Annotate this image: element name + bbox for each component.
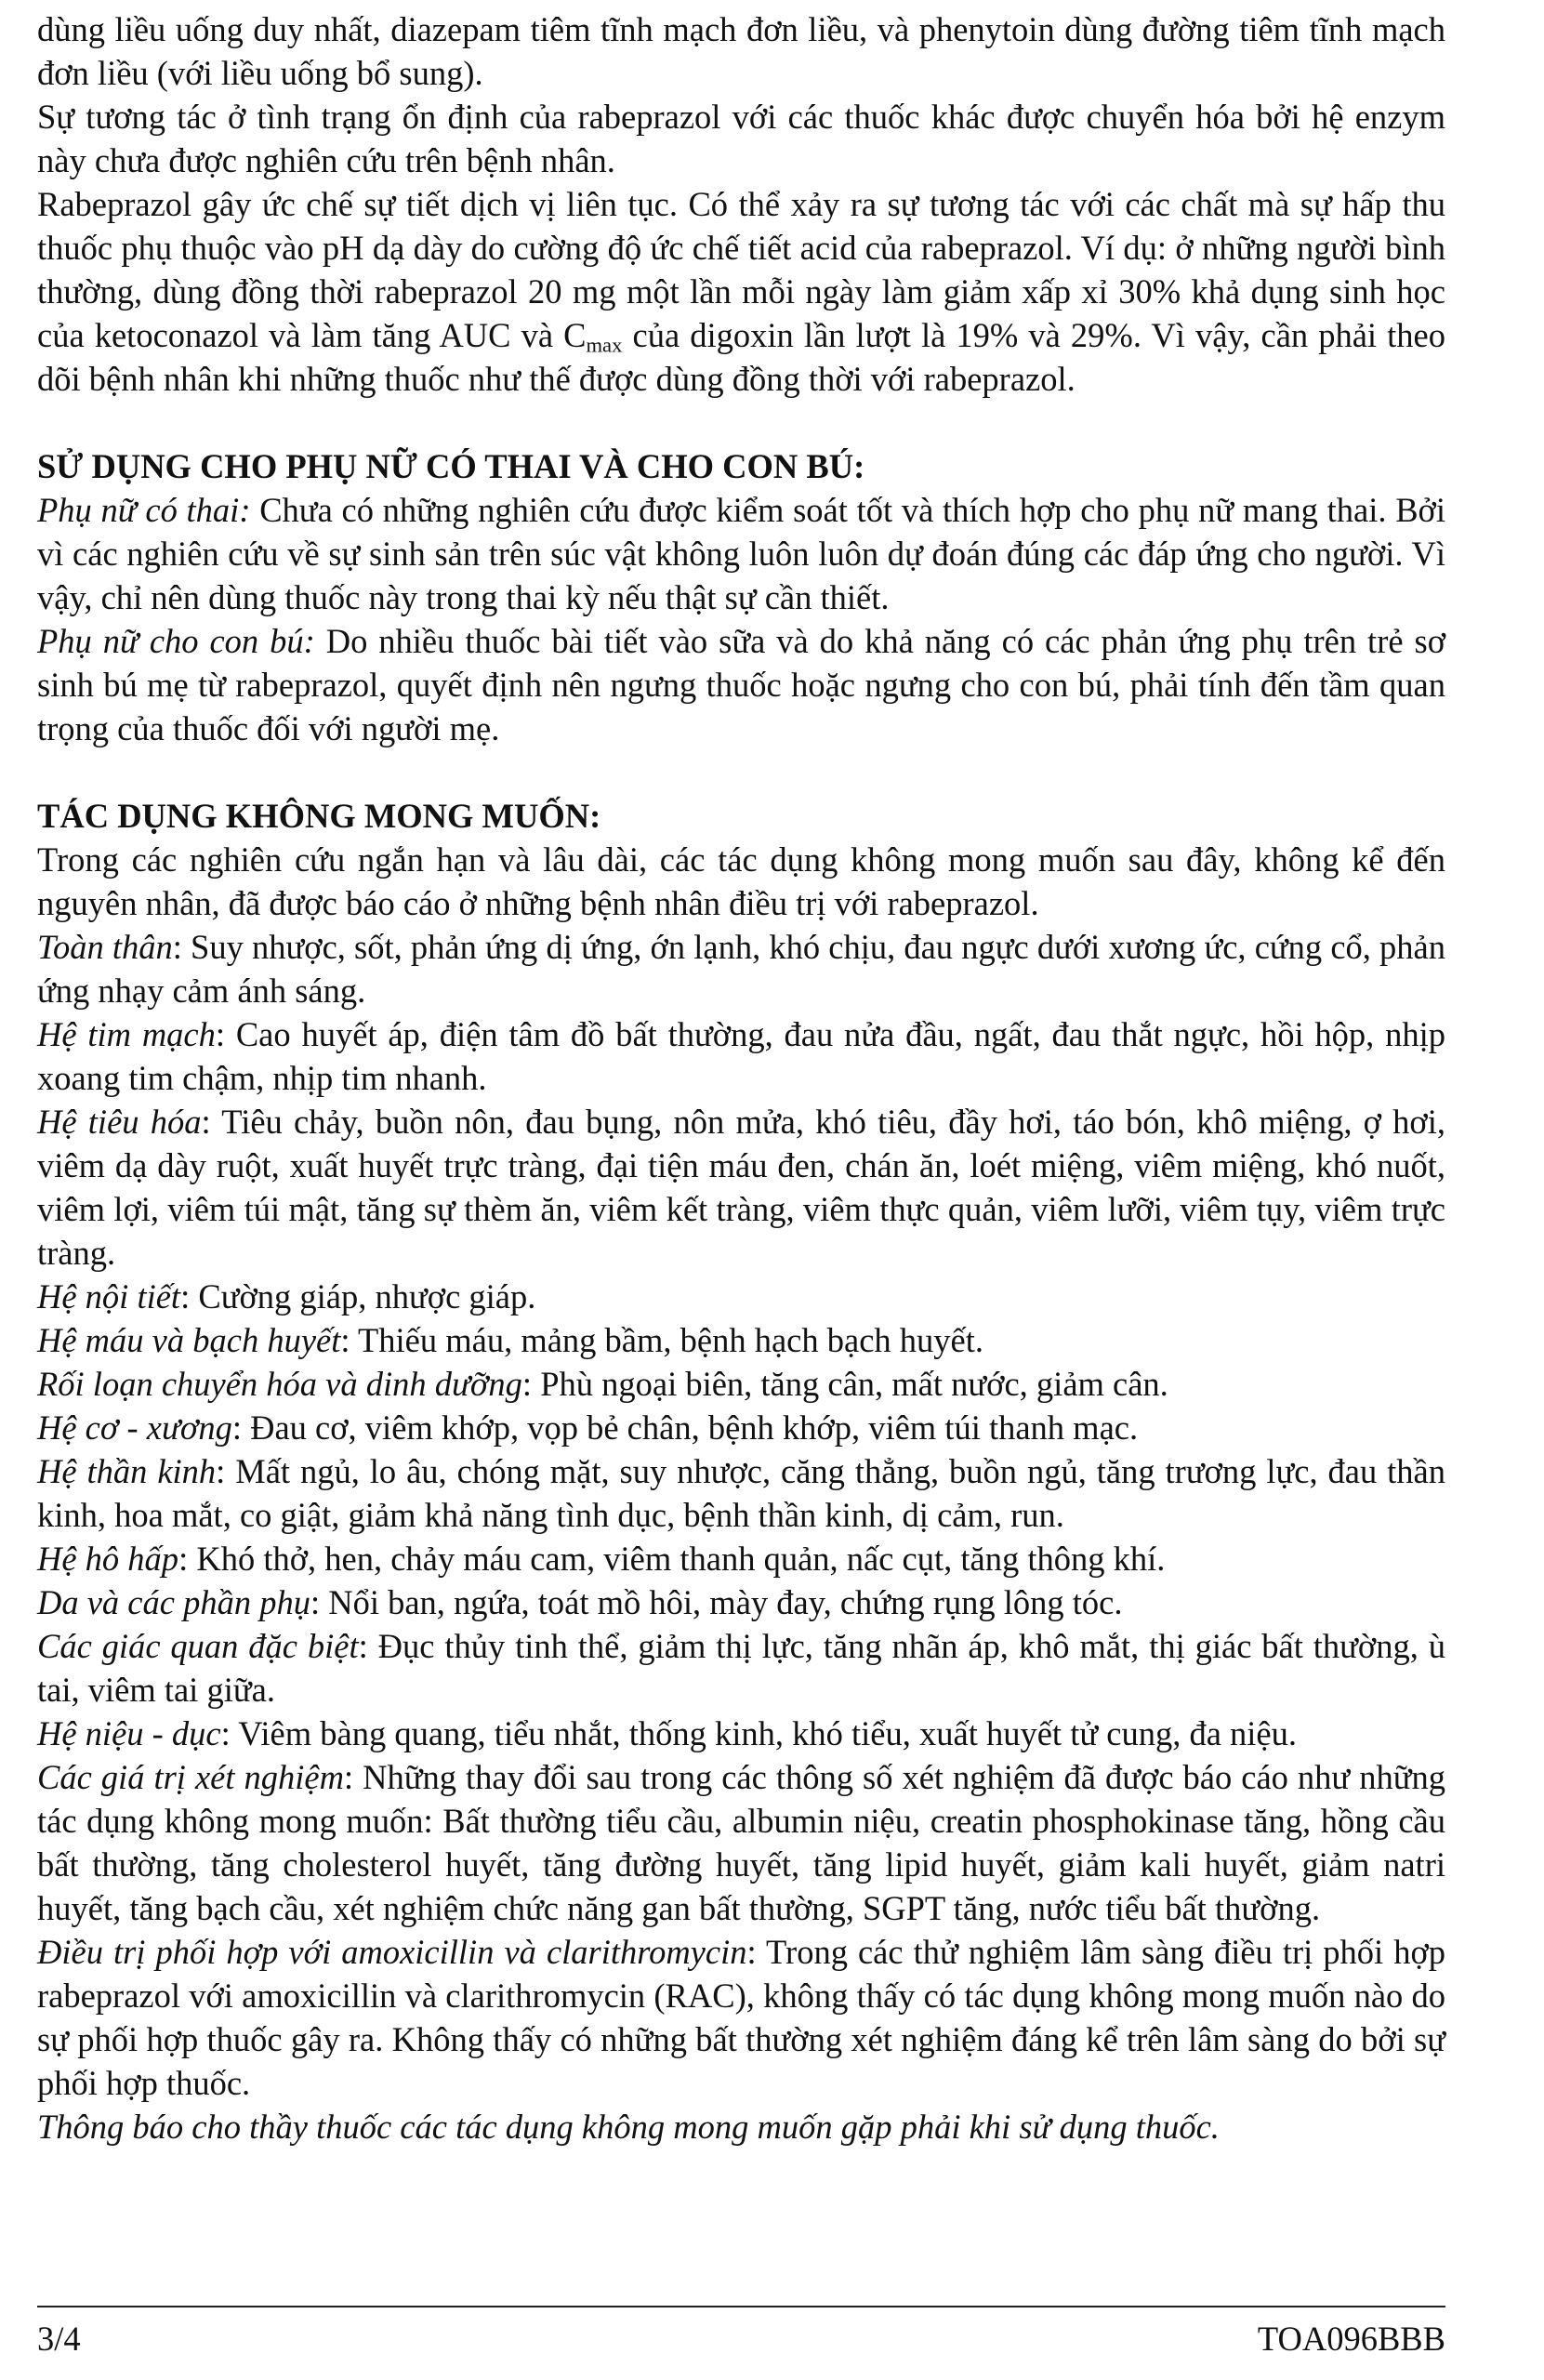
cmax-subscript: max [586,333,623,357]
pregnant-label: Phụ nữ có thai: [37,491,251,529]
footer-divider [37,2306,1445,2307]
adverse-effect-item [37,1712,1445,1755]
adverse-effect-text: : Trong các thử nghiệm lâm sàng điều trị phối hợp rabeprazol với amoxicillin và clarithromycin (RAC), không thấy có tác dụng không mong muốn nào do sự phối hợp thuốc gây ra. Không thấy có những bất thường xét nghiệm đáng kể trên lâm sàng do bởi sự phối hợp thuốc. [37,1933,1446,2102]
adverse-effect-label: Toàn thân [37,928,173,966]
document-code: TOA096BBB [1257,2320,1445,2358]
adverse-effect-text: : Thiếu máu, mảng bầm, bệnh hạch bạch huyết. [340,1321,983,1359]
adverse-effect-label: Hệ thần kinh [37,1452,217,1490]
adverse-intro: Trong các nghiên cứu ngắn hạn và lâu dài, các tác dụng không mong muốn sau đây, không kể đến nguyên nhân, đã được báo cáo ở những bệnh nhân điều trị với rabeprazol. [37,840,1445,922]
adverse-effect-label: Hệ tiêu hóa [37,1103,202,1141]
adverse-effect-label: Điều trị phối hợp với amoxicillin và clarithromycin [37,1933,747,1971]
adverse-effect-item [37,1318,1445,1362]
adverse-effect-item [37,1930,1445,2105]
adverse-effect-label: Các giá trị xét nghiệm [37,1758,344,1796]
adverse-effect-label: Hệ tim mạch [37,1015,216,1053]
document-body [37,7,1445,2149]
adverse-effect-label: Hệ nội tiết [37,1277,181,1316]
adverse-notice [37,2105,1445,2149]
adverse-effect-item [37,925,1445,1012]
adverse-effect-text: : Cao huyết áp, điện tâm đồ bất thường, đau nửa đầu, ngất, đau thắt ngực, hồi hộp, nhịp xoang tim chậm, nhịp tim nhanh. [37,1015,1446,1097]
interaction-text-before: Rabeprazol gây ức chế sự tiết dịch vị liên tục. Có thể xảy ra sự tương tác với các chất mà sự hấp thu thuốc phụ thuộc vào pH dạ dày do cường độ ức chế tiết acid của rabeprazol. Ví dụ: ở những người bình thường, dùng đồng thời rabeprazol 20 mg một lần mỗi ngày làm giảm xấp xỉ 30% khả dụng sinh học của ketoconazol và làm tăng AUC và C [37,185,1445,354]
spacer [37,750,1445,794]
adverse-effect-label: Hệ niệu - dục [37,1714,221,1752]
adverse-effect-text: : Những thay đổi sau trong các thông số xét nghiệm đã được báo cáo như những tác dụng không mong muốn: Bất thường tiểu cầu, albumin niệu, creatin phosphokinase tăng, hồng cầu bất thường, tăng cholesterol huyết, tăng đường huyết, tăng lipid huyết, giảm kali huyết, giảm natri huyết, tăng bạch cầu, xét nghiệm chức năng gan bất thường, SGPT tăng, nước tiểu bất thường. [37,1758,1445,1927]
adverse-effect-item [37,1537,1445,1580]
nursing-label: Phụ nữ cho con bú: [37,622,315,660]
adverse-effect-text: : Phù ngoại biên, tăng cân, mất nước, giảm cân. [521,1365,1168,1403]
adverse-effect-item [37,1275,1445,1318]
adverse-effect-text: : Nổi ban, ngứa, toát mồ hôi, mày đay, chứng rụng lông tóc. [310,1583,1123,1621]
nursing-paragraph [37,619,1445,750]
adverse-effect-text: : Cường giáp, nhược giáp. [180,1277,536,1316]
pregnancy-heading: SỬ DỤNG CHO PHỤ NỮ CÓ THAI VÀ CHO CON BÚ: [37,447,865,485]
adverse-effect-label: Các giác quan đặc biệt [37,1627,359,1665]
adverse-heading: TÁC DỤNG KHÔNG MONG MUỐN: [37,797,601,835]
adverse-effect-text: : Tiêu chảy, buồn nôn, đau bụng, nôn mửa, khó tiêu, đầy hơi, táo bón, khô miệng, ợ hơi, viêm dạ dày ruột, xuất huyết trực tràng, đại tiện máu đen, chán ăn, loét miệng, viêm miệng, khó nuốt, viêm lợi, viêm túi mật, tăng sự thèm ăn, viêm kết tràng, viêm thực quản, viêm lưỡi, viêm tụy, viêm trực tràng. [37,1103,1446,1272]
interaction-paragraph-1: dùng liều uống duy nhất, diazepam tiêm tĩnh mạch đơn liều, và phenytoin dùng đường tiêm tĩnh mạch đơn liều (với liều uống bổ sung). [37,10,1445,92]
interaction-text-after: của digoxin lần lượt là 19% và 29%. Vì vậy, cần phải theo dõi bệnh nhân khi những thuốc như thế được dùng đồng thời với rabeprazol. [37,316,1445,398]
adverse-effect-item [37,1624,1445,1712]
adverse-effect-item [37,1449,1445,1537]
adverse-effect-item [37,1012,1445,1100]
adverse-effect-text: : Khó thở, hen, chảy máu cam, viêm thanh quản, nấc cụt, tăng thông khí. [178,1540,1166,1578]
adverse-effect-item [37,1362,1445,1406]
adverse-effect-item [37,1406,1445,1449]
adverse-notice-text: Thông báo cho thầy thuốc các tác dụng không mong muốn gặp phải khi sử dụng thuốc. [37,2108,1220,2146]
pregnant-paragraph [37,488,1445,619]
adverse-effect-text: : Viêm bàng quang, tiểu nhắt, thống kinh, khó tiểu, xuất huyết tử cung, đa niệu. [220,1714,1297,1752]
adverse-effect-item [37,1755,1445,1930]
adverse-effect-text: : Mất ngủ, lo âu, chóng mặt, suy nhược, căng thẳng, buồn ngủ, tăng trương lực, đau thần kinh, hoa mắt, co giật, giảm khả năng tình dục, bệnh thần kinh, dị cảm, run. [37,1452,1445,1534]
spacer [37,401,1445,444]
adverse-effect-text: : Suy nhược, sốt, phản ứng dị ứng, ớn lạnh, khó chịu, đau ngực dưới xương ức, cứng cổ, phản ứng nhạy cảm ánh sáng. [37,928,1446,1010]
adverse-effect-label: Da và các phần phụ [37,1583,310,1621]
adverse-effect-label: Hệ hô hấp [37,1540,179,1578]
nursing-text: Do nhiều thuốc bài tiết vào sữa và do khả năng có các phản ứng phụ trên trẻ sơ sinh bú mẹ từ rabeprazol, quyết định nên ngưng thuốc hoặc ngưng cho con bú, phải tính đến tầm quan trọng của thuốc đối với người mẹ. [37,622,1446,747]
adverse-effects-list [37,925,1445,2105]
adverse-effect-label: Hệ cơ - xương [37,1408,232,1447]
pregnant-text: Chưa có những nghiên cứu được kiểm soát tốt và thích hợp cho phụ nữ mang thai. Bởi vì các nghiên cứu về sự sinh sản trên súc vật không luôn luôn dự đoán đúng các đáp ứng cho người. Vì vậy, chỉ nên dùng thuốc này trong thai kỳ nếu thật sự cần thiết. [37,491,1445,616]
adverse-effect-label: Hệ máu và bạch huyết [37,1321,341,1359]
adverse-effect-text: : Đục thủy tinh thể, giảm thị lực, tăng nhãn áp, khô mắt, thị giác bất thường, ù tai, viêm tai giữa. [37,1627,1445,1709]
adverse-effect-item [37,1100,1445,1275]
adverse-effect-item [37,1580,1445,1624]
adverse-effect-label: Rối loạn chuyển hóa và dinh dưỡng [37,1365,522,1403]
page-number: 3/4 [37,2320,81,2358]
interaction-paragraph-3 [37,182,1445,401]
adverse-effect-text: : Đau cơ, viêm khớp, vọp bẻ chân, bệnh khớp, viêm túi thanh mạc. [231,1408,1139,1447]
interaction-paragraph-2: Sự tương tác ở tình trạng ổn định của rabeprazol với các thuốc khác được chuyển hóa bởi hệ enzym này chưa được nghiên cứu trên bệnh nhân. [37,98,1445,179]
